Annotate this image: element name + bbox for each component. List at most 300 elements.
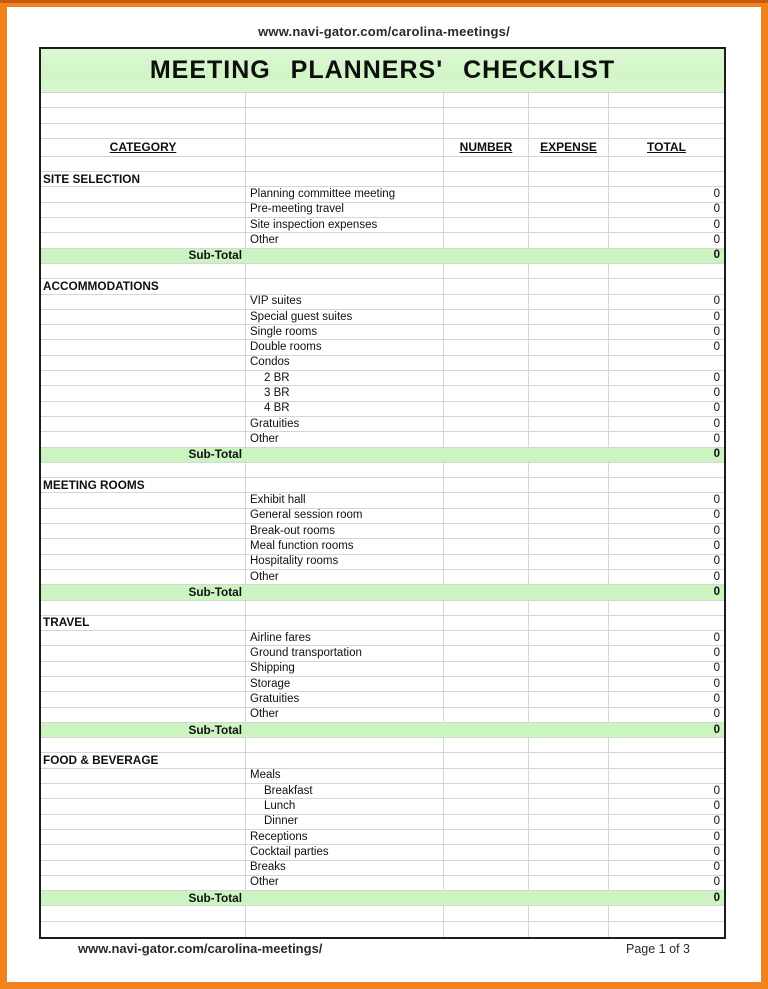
empty-cell <box>41 784 246 798</box>
empty-cell <box>444 891 529 905</box>
empty-cell <box>41 692 246 706</box>
total-value-cell: 0 <box>713 234 720 247</box>
expense-value-cell <box>529 371 609 385</box>
empty-cell <box>246 891 444 905</box>
number-value-cell <box>444 677 529 691</box>
item-label-cell: Other <box>246 233 444 247</box>
item-row <box>41 325 724 340</box>
expense-value-cell <box>529 708 609 722</box>
number-value-cell <box>444 310 529 324</box>
subtotal-row <box>41 448 724 463</box>
item-label-cell: Double rooms <box>246 340 444 354</box>
section-name: MEETING ROOMS <box>41 478 246 492</box>
number-value-cell <box>444 799 529 813</box>
empty-cell <box>529 906 609 920</box>
empty-cell <box>41 108 246 122</box>
empty-cell <box>529 124 609 138</box>
item-row <box>41 493 724 508</box>
expense-value-cell <box>529 539 609 553</box>
empty-cell <box>246 157 444 171</box>
number-value-cell <box>444 432 529 446</box>
empty-cell <box>609 157 724 171</box>
item-label-cell: Gratuities <box>246 417 444 431</box>
empty-cell <box>609 463 724 477</box>
empty-cell <box>41 708 246 722</box>
total-value-cell: 0 <box>713 662 720 675</box>
expense-value-cell <box>529 325 609 339</box>
expense-value-cell <box>529 555 609 569</box>
empty-cell <box>41 340 246 354</box>
empty-cell <box>444 906 529 920</box>
total-value-cell: 0 <box>713 677 720 690</box>
empty-cell <box>41 601 246 615</box>
expense-value-cell <box>529 662 609 676</box>
empty-cell <box>41 310 246 324</box>
expense-value-cell <box>529 417 609 431</box>
item-row <box>41 815 724 830</box>
item-label-cell: Breakfast <box>246 784 444 798</box>
total-value-cell: 0 <box>713 861 720 874</box>
empty-cell <box>529 753 609 767</box>
subtotal-value-cell: 0 <box>713 585 720 598</box>
item-label-cell: Storage <box>246 677 444 691</box>
number-value-cell <box>444 815 529 829</box>
item-row <box>41 646 724 661</box>
number-value-cell <box>444 386 529 400</box>
number-value-cell <box>444 340 529 354</box>
title-row <box>41 49 724 93</box>
number-column-header: NUMBER <box>444 139 529 156</box>
item-row <box>41 861 724 876</box>
section-header-row <box>41 616 724 631</box>
number-value-cell <box>444 555 529 569</box>
expense-value-cell <box>529 187 609 201</box>
item-label-cell: 4 BR <box>246 402 444 416</box>
number-value-cell <box>444 662 529 676</box>
empty-cell <box>41 646 246 660</box>
empty-cell <box>41 493 246 507</box>
subtotal-label-cell: Sub-Total <box>188 891 242 905</box>
subtotal-row <box>41 891 724 906</box>
empty-cell <box>41 93 246 107</box>
expense-value-cell <box>529 784 609 798</box>
number-value-cell <box>444 784 529 798</box>
empty-cell <box>609 264 724 278</box>
total-value-cell: 0 <box>713 692 720 705</box>
empty-cell <box>444 478 529 492</box>
total-column-header: TOTAL <box>647 139 686 154</box>
blank-row <box>41 922 724 937</box>
total-value-cell: 0 <box>713 432 720 445</box>
empty-cell <box>444 124 529 138</box>
item-row <box>41 310 724 325</box>
empty-cell <box>529 723 609 737</box>
total-value-cell: 0 <box>713 800 720 812</box>
item-row <box>41 371 724 386</box>
total-value-cell: 0 <box>713 310 720 323</box>
total-value-cell: 0 <box>713 218 720 231</box>
expense-value-cell <box>529 386 609 400</box>
item-row <box>41 845 724 860</box>
expense-value-cell <box>529 876 609 890</box>
empty-cell <box>41 830 246 844</box>
empty-cell <box>529 157 609 171</box>
expense-value-cell <box>529 570 609 584</box>
number-value-cell <box>444 509 529 523</box>
item-label-cell: Dinner <box>246 815 444 829</box>
subtotal-value-cell: 0 <box>713 891 720 904</box>
item-row <box>41 356 724 371</box>
expense-value-cell <box>529 310 609 324</box>
checklist-sheet <box>39 47 726 939</box>
item-label-cell: Receptions <box>246 830 444 844</box>
number-value-cell <box>444 203 529 217</box>
empty-cell <box>41 876 246 890</box>
empty-cell <box>529 172 609 186</box>
expense-value-cell <box>529 203 609 217</box>
empty-cell <box>529 601 609 615</box>
expense-value-cell <box>529 861 609 875</box>
expense-value-cell <box>529 692 609 706</box>
item-label-cell: Site inspection expenses <box>246 218 444 232</box>
total-value-cell: 0 <box>713 539 720 552</box>
empty-cell <box>529 738 609 752</box>
total-value-cell: 0 <box>713 876 720 889</box>
blank-row <box>41 738 724 753</box>
item-label-cell: Exhibit hall <box>246 493 444 507</box>
empty-cell <box>529 279 609 293</box>
empty-cell <box>609 279 724 293</box>
empty-cell <box>444 922 529 937</box>
item-label-cell: Condos <box>246 356 444 370</box>
empty-cell <box>444 108 529 122</box>
number-value-cell <box>444 769 529 783</box>
empty-cell <box>529 585 609 599</box>
empty-cell <box>609 906 724 920</box>
empty-cell <box>529 922 609 937</box>
total-value-cell: 0 <box>713 509 720 522</box>
blank-row <box>41 463 724 478</box>
total-value-cell: 0 <box>713 188 720 201</box>
empty-cell <box>444 585 529 599</box>
empty-cell <box>609 616 724 630</box>
empty-cell <box>41 417 246 431</box>
expense-value-cell <box>529 815 609 829</box>
item-row <box>41 340 724 355</box>
column-header-row <box>41 139 724 157</box>
empty-cell <box>246 463 444 477</box>
empty-cell <box>41 738 246 752</box>
item-row <box>41 539 724 554</box>
empty-cell <box>41 371 246 385</box>
empty-cell <box>41 922 246 937</box>
total-value-cell: 0 <box>713 555 720 568</box>
empty-cell <box>529 249 609 263</box>
item-label-cell: Other <box>246 432 444 446</box>
expense-value-cell <box>529 493 609 507</box>
blank-row <box>41 108 724 123</box>
item-label-cell: Ground transportation <box>246 646 444 660</box>
total-value-cell: 0 <box>713 494 720 507</box>
empty-cell <box>609 753 724 767</box>
empty-cell <box>41 295 246 309</box>
empty-cell <box>41 356 246 370</box>
number-value-cell <box>444 861 529 875</box>
expense-value-cell <box>529 509 609 523</box>
item-row <box>41 218 724 233</box>
empty-cell <box>41 906 246 920</box>
print-header-url: www.navi-gator.com/carolina-meetings/ <box>258 24 510 39</box>
section-name: FOOD & BEVERAGE <box>41 753 246 767</box>
section-header-row <box>41 279 724 294</box>
section-name: SITE SELECTION <box>41 172 246 186</box>
subtotal-value-cell: 0 <box>713 249 720 262</box>
item-label-cell: Planning committee meeting <box>246 187 444 201</box>
expense-value-cell <box>529 295 609 309</box>
empty-cell <box>529 264 609 278</box>
blank-row <box>41 93 724 108</box>
expense-value-cell <box>529 402 609 416</box>
empty-cell <box>41 402 246 416</box>
expense-value-cell <box>529 799 609 813</box>
section-header-row <box>41 172 724 187</box>
empty-cell <box>41 555 246 569</box>
number-value-cell <box>444 371 529 385</box>
item-row <box>41 417 724 432</box>
item-row <box>41 233 724 248</box>
expense-value-cell <box>529 845 609 859</box>
empty-cell <box>41 463 246 477</box>
expense-value-cell <box>529 631 609 645</box>
empty-cell <box>246 753 444 767</box>
total-value-cell: 0 <box>713 386 720 399</box>
total-value-cell: 0 <box>713 295 720 308</box>
item-row <box>41 876 724 891</box>
empty-cell <box>41 769 246 783</box>
section-name: TRAVEL <box>41 616 246 630</box>
number-value-cell <box>444 325 529 339</box>
total-value-cell: 0 <box>713 524 720 537</box>
item-row <box>41 692 724 707</box>
empty-cell <box>609 172 724 186</box>
empty-cell <box>246 124 444 138</box>
empty-cell <box>246 738 444 752</box>
empty-cell <box>41 662 246 676</box>
number-value-cell <box>444 631 529 645</box>
number-value-cell <box>444 356 529 370</box>
number-value-cell <box>444 539 529 553</box>
empty-cell <box>41 203 246 217</box>
item-label-cell: Break-out rooms <box>246 524 444 538</box>
empty-cell <box>41 861 246 875</box>
empty-cell <box>444 279 529 293</box>
expense-value-cell <box>529 340 609 354</box>
number-value-cell <box>444 295 529 309</box>
empty-cell <box>41 124 246 138</box>
total-value-cell: 0 <box>713 708 720 721</box>
item-label-cell: General session room <box>246 509 444 523</box>
number-value-cell <box>444 570 529 584</box>
item-label-cell: Pre-meeting travel <box>246 203 444 217</box>
item-row <box>41 386 724 401</box>
item-row <box>41 187 724 202</box>
item-label-cell: Cocktail parties <box>246 845 444 859</box>
empty-cell <box>41 325 246 339</box>
expense-value-cell <box>529 646 609 660</box>
empty-cell <box>246 139 444 156</box>
empty-cell <box>609 124 724 138</box>
item-row <box>41 555 724 570</box>
number-value-cell <box>444 402 529 416</box>
number-value-cell <box>444 187 529 201</box>
total-value-cell: 0 <box>713 815 720 828</box>
empty-cell <box>41 386 246 400</box>
total-value-cell: 0 <box>713 203 720 216</box>
empty-cell <box>529 463 609 477</box>
number-value-cell <box>444 524 529 538</box>
subtotal-value-cell: 0 <box>713 723 720 736</box>
empty-cell <box>444 723 529 737</box>
empty-cell <box>246 172 444 186</box>
empty-cell <box>246 922 444 937</box>
expense-value-cell <box>529 233 609 247</box>
empty-cell <box>246 448 444 462</box>
empty-cell <box>529 478 609 492</box>
number-value-cell <box>444 845 529 859</box>
total-value-cell: 0 <box>713 417 720 430</box>
section-name: ACCOMMODATIONS <box>41 279 246 293</box>
total-value-cell: 0 <box>713 647 720 660</box>
expense-column-header: EXPENSE <box>529 139 609 156</box>
total-value-cell: 0 <box>713 784 720 797</box>
number-value-cell <box>444 646 529 660</box>
subtotal-label-cell: Sub-Total <box>188 722 242 737</box>
item-label-cell: Meal function rooms <box>246 539 444 553</box>
empty-cell <box>609 922 724 937</box>
expense-value-cell <box>529 356 609 370</box>
frame-top-line <box>0 0 768 3</box>
empty-cell <box>246 478 444 492</box>
total-value-cell: 0 <box>713 845 720 858</box>
subtotal-label-cell: Sub-Total <box>188 585 242 599</box>
total-value-cell: 0 <box>713 325 720 338</box>
section-header-row <box>41 478 724 493</box>
number-value-cell <box>444 830 529 844</box>
item-label-cell: Other <box>246 570 444 584</box>
item-label-cell: VIP suites <box>246 295 444 309</box>
section-header-row <box>41 753 724 768</box>
empty-cell <box>444 249 529 263</box>
item-label-cell: Other <box>246 876 444 890</box>
subtotal-value-cell: 0 <box>713 448 720 461</box>
empty-cell <box>444 738 529 752</box>
empty-cell <box>246 601 444 615</box>
empty-cell <box>246 616 444 630</box>
item-label-cell: Hospitality rooms <box>246 555 444 569</box>
empty-cell <box>41 815 246 829</box>
category-column-header: CATEGORY <box>41 139 246 156</box>
expense-value-cell <box>529 769 609 783</box>
item-label-cell: Single rooms <box>246 325 444 339</box>
empty-cell <box>609 478 724 492</box>
print-footer-url: www.navi-gator.com/carolina-meetings/ <box>78 941 323 956</box>
blank-row <box>41 124 724 139</box>
item-label-cell: 2 BR <box>246 371 444 385</box>
empty-cell <box>246 249 444 263</box>
item-row <box>41 631 724 646</box>
empty-cell <box>444 616 529 630</box>
checklist-grid <box>41 93 724 937</box>
number-value-cell <box>444 692 529 706</box>
number-value-cell <box>444 876 529 890</box>
empty-cell <box>529 616 609 630</box>
empty-cell <box>529 891 609 905</box>
total-value-cell: 0 <box>713 830 720 843</box>
item-row <box>41 769 724 784</box>
item-row <box>41 708 724 723</box>
item-row <box>41 570 724 585</box>
page-indicator: Page 1 of 3 <box>626 942 690 956</box>
total-value-cell <box>609 356 724 370</box>
total-value-cell: 0 <box>713 341 720 354</box>
empty-cell <box>609 108 724 122</box>
empty-cell <box>444 157 529 171</box>
item-row <box>41 677 724 692</box>
empty-cell <box>444 753 529 767</box>
number-value-cell <box>444 218 529 232</box>
empty-cell <box>41 799 246 813</box>
item-label-cell: Special guest suites <box>246 310 444 324</box>
blank-row <box>41 264 724 279</box>
item-row <box>41 799 724 814</box>
subtotal-row <box>41 585 724 600</box>
total-value-cell: 0 <box>713 631 720 644</box>
item-label-cell: 3 BR <box>246 386 444 400</box>
page-title: MEETING PLANNERS' CHECKLIST <box>149 56 616 84</box>
item-row <box>41 402 724 417</box>
item-row <box>41 524 724 539</box>
empty-cell <box>41 157 246 171</box>
number-value-cell <box>444 233 529 247</box>
empty-cell <box>609 738 724 752</box>
empty-cell <box>444 448 529 462</box>
empty-cell <box>609 601 724 615</box>
empty-cell <box>246 723 444 737</box>
item-row <box>41 432 724 447</box>
empty-cell <box>444 601 529 615</box>
item-label-cell: Airline fares <box>246 631 444 645</box>
expense-value-cell <box>529 432 609 446</box>
empty-cell <box>246 264 444 278</box>
empty-cell <box>41 264 246 278</box>
empty-cell <box>529 108 609 122</box>
expense-value-cell <box>529 218 609 232</box>
empty-cell <box>246 585 444 599</box>
empty-cell <box>246 906 444 920</box>
item-row <box>41 830 724 845</box>
item-label-cell: Meals <box>246 769 444 783</box>
total-value-cell: 0 <box>713 402 720 415</box>
empty-cell <box>41 631 246 645</box>
expense-value-cell <box>529 830 609 844</box>
empty-cell <box>41 509 246 523</box>
empty-cell <box>41 539 246 553</box>
empty-cell <box>41 570 246 584</box>
empty-cell <box>41 677 246 691</box>
empty-cell <box>444 264 529 278</box>
empty-cell <box>444 172 529 186</box>
empty-cell <box>246 93 444 107</box>
